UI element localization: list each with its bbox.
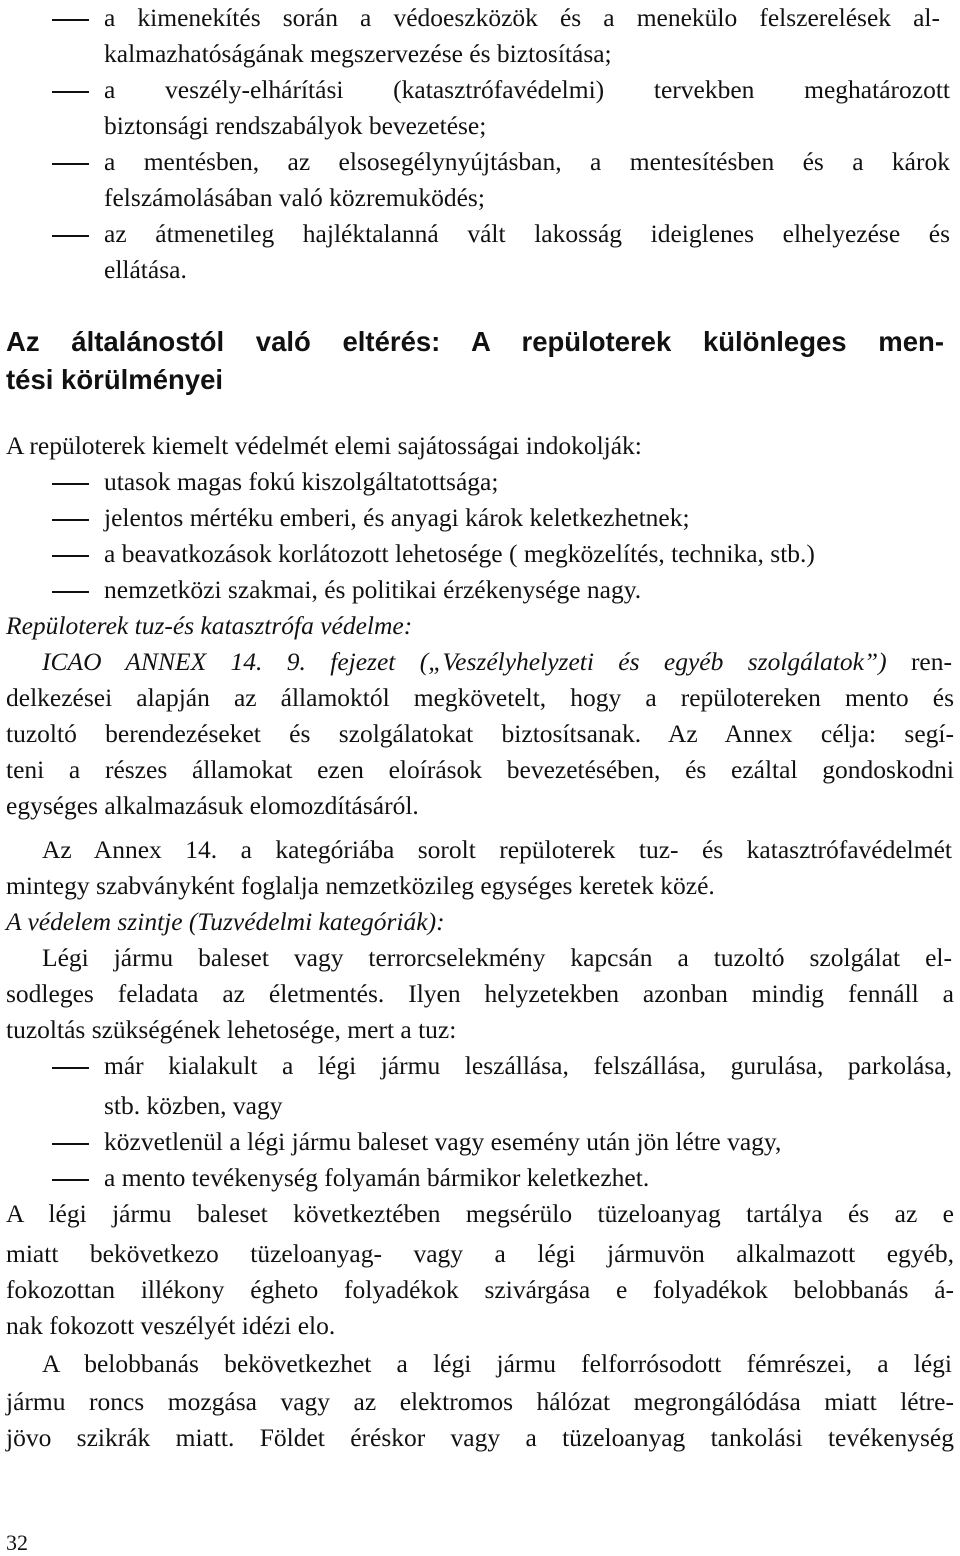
list-item-line: a mentésben, az elsosegélynyújtásban, a mentesítésben és a károk [104,147,950,176]
paragraph-line: A légi jármu baleset következtében megsérülo tüzeloanyag tartálya és az e [6,1199,954,1228]
subheading-fire-protection: Repüloterek tuz-és katasztrófa védelme: [6,611,413,640]
paragraph-line: mintegy szabványként foglalja nemzetközileg egységes keretek közé. [6,871,715,900]
dash-bullet [52,519,89,521]
list-item-line: nemzetközi szakmai, és politikai érzékenysége nagy. [104,575,642,604]
icao-line-rest: ren- [886,647,952,676]
subheading-protection-level: A védelem szintje (Tuzvédelmi kategóriák): [6,907,445,936]
paragraph-line: jövo szikrák miatt. Földet éréskor vagy a tüzeloanyag tankolási tevékenység [6,1423,954,1452]
paragraph-line: nak fokozott veszélyét idézi elo. [6,1311,336,1340]
icao-reference: ICAO ANNEX 14. 9. fejezet („Veszélyhelyzeti és egyéb szolgálatok”) [42,647,887,676]
paragraph-line: sodleges feladata az életmentés. Ilyen helyzetekben azonban mindig fennáll a [6,979,954,1008]
list-item-line: közvetlenül a légi jármu baleset vagy esemény után jön létre vagy, [104,1127,782,1156]
list-item-line: már kialakult a légi jármu leszállása, felszállása, gurulása, parkolása, [104,1051,952,1080]
dash-bullet [52,1179,89,1181]
paragraph-line: teni a részes államokat ezen eloírások bevezetésében, és ezáltal gondoskodni [6,755,954,784]
list-item-line: utasok magas fokú kiszolgáltatottsága; [104,467,499,496]
paragraph-line: Légi jármu baleset vagy terrorcselekmény kapcsán a tuzoltó szolgálat el- [42,943,952,972]
dash-bullet [52,163,89,165]
paragraph-line: delkezései alapján az államoktól megkövetelt, hogy a repülotereken mento és [6,683,954,712]
list-item-line: ellátása. [104,255,187,284]
list-item-line: jelentos mértéku emberi, és anyagi károk keletkezhetnek; [104,503,690,532]
dash-bullet [52,91,89,93]
dash-bullet [52,235,89,237]
paragraph-line: tuzoltó berendezéseket és szolgálatokat biztosítsanak. Az Annex célja: segí- [6,719,954,748]
dash-bullet [52,591,89,593]
dash-bullet [52,483,89,485]
paragraph-line: fokozottan illékony égheto folyadékok szivárgása e folyadékok belobbanás á- [6,1275,954,1304]
paragraph-line: Az Annex 14. a kategóriába sorolt repüloterek tuz- és katasztrófavédelmét [42,835,952,864]
paragraph-line: egységes alkalmazásuk elomozdításáról. [6,791,419,820]
list-item-line: stb. közben, vagy [104,1091,283,1120]
list-item-line: felszámolásában való közremuködés; [104,183,485,212]
list-item-line: biztonsági rendszabályok bevezetése; [104,111,487,140]
dash-bullet [52,555,89,557]
paragraph-line: miatt bekövetkezo tüzeloanyag- vagy a légi jármuvön alkalmazott egyéb, [6,1239,954,1268]
list-item-line: a veszély-elhárítási (katasztrófavédelmi) tervekben meghatározott [104,75,950,104]
paragraph-line: tuzoltás szükségének lehetosége, mert a tuz: [6,1015,457,1044]
section-heading-line: Az általánostól való eltérés: A repüloterek különleges men- [6,326,944,357]
list-item-line: a mento tevékenység folyamán bármikor keletkezhet. [104,1163,650,1192]
paragraph-line: A belobbanás bekövetkezhet a légi jármu felforrósodott fémrészei, a légi [42,1349,952,1378]
page-number: 32 [6,1530,28,1555]
list-item-line: a beavatkozások korlátozott lehetosége ( megközelítés, technika, stb.) [104,539,815,568]
section-heading-line: tési körülményei [6,364,224,395]
paragraph-line: jármu roncs mozgása vagy az elektromos hálózat megrongálódása miatt létre- [6,1387,954,1416]
list-item-line: a kimenekítés során a védoeszközök és a menekülo felszerelések al- [104,3,940,32]
paragraph-line [42,644,952,680]
list-item-line: kalmazhatóságának megszervezése és biztosítása; [104,39,612,68]
list-item-line: az átmenetileg hajléktalanná vált lakosság ideiglenes elhelyezése és [104,219,950,248]
intro-paragraph: A repüloterek kiemelt védelmét elemi sajátosságai indokolják: [6,431,642,460]
dash-bullet [52,19,89,21]
dash-bullet [52,1067,89,1069]
dash-bullet [52,1143,89,1145]
